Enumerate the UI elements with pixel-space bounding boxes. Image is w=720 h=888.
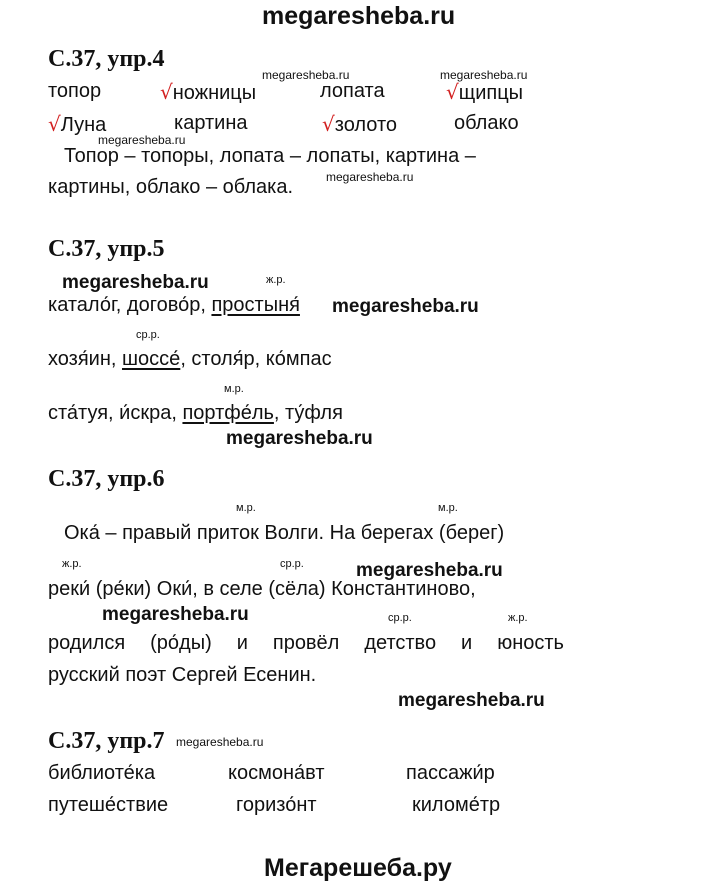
exercise-4-answer-line-1: Топор – топоры, лопата – лопаты, картина – bbox=[64, 145, 476, 167]
word-oblako: облако bbox=[454, 112, 519, 134]
watermark: megaresheba.ru bbox=[262, 68, 350, 82]
watermark: megaresheba.ru bbox=[326, 170, 414, 184]
exercise-5-line-3: ста́туя, и́скра, портфе́ль, ту́фля bbox=[48, 402, 343, 424]
gender-note: м.р. bbox=[224, 383, 244, 395]
word-kosmonavt: космона́вт bbox=[228, 762, 325, 784]
exercise-6-line-3: родился (ро́ды) и провёл детство и юность bbox=[48, 632, 564, 654]
word-nozhnitsy: √ножницы bbox=[160, 80, 257, 104]
watermark: megaresheba.ru bbox=[332, 296, 479, 317]
exercise-7-title: С.37, упр.7 bbox=[48, 728, 165, 754]
checkmark-icon: √ bbox=[446, 80, 459, 104]
gender-note: ж.р. bbox=[266, 274, 286, 286]
word-kilometr: киломе́тр bbox=[412, 794, 501, 816]
exercise-6-line-2: реки́ (ре́ки) Оки́, в селе (сёла) Константиново, bbox=[48, 578, 476, 600]
word-kartina: картина bbox=[174, 112, 248, 134]
word-shchiptsy: √щипцы bbox=[446, 80, 524, 104]
watermark: megaresheba.ru bbox=[398, 690, 545, 711]
word-topor: топор bbox=[48, 80, 102, 102]
gender-note: м.р. bbox=[438, 502, 458, 514]
word-zoloto: √золото bbox=[322, 112, 398, 136]
site-footer: Мегарешеба.ру bbox=[264, 854, 452, 882]
word-puteshestvie: путеше́ствие bbox=[48, 794, 169, 816]
gender-note: м.р. bbox=[236, 502, 256, 514]
word-biblioteka: библиоте́ка bbox=[48, 762, 156, 784]
gender-note: ср.р. bbox=[136, 329, 160, 341]
watermark: megaresheba.ru bbox=[226, 428, 373, 449]
exercise-5-title: С.37, упр.5 bbox=[48, 236, 165, 262]
watermark: megaresheba.ru bbox=[62, 272, 209, 293]
watermark: megaresheba.ru bbox=[98, 133, 186, 147]
exercise-6-line-1: Ока́ – правый приток Волги. На берегах (берег) bbox=[64, 522, 505, 544]
gender-note: ср.р. bbox=[388, 612, 412, 624]
exercise-6-line-4: русский поэт Сергей Есенин. bbox=[48, 664, 317, 686]
checkmark-icon: √ bbox=[322, 112, 335, 136]
underlined-word: портфе́ль bbox=[182, 402, 274, 424]
exercise-4-answer-line-2: картины, облако – облака. bbox=[48, 176, 294, 198]
watermark: megaresheba.ru bbox=[102, 604, 249, 625]
word-passazhir: пассажи́р bbox=[406, 762, 495, 784]
gender-note: ж.р. bbox=[62, 558, 82, 570]
word-luna: √Луна bbox=[48, 112, 107, 136]
underlined-word: шоссе́ bbox=[122, 348, 181, 370]
site-header: megaresheba.ru bbox=[262, 2, 456, 30]
exercise-5-line-2: хозя́ин, шоссе́, столя́р, ко́мпас bbox=[48, 348, 332, 370]
exercise-5-line-1: катало́г, догово́р, простыня́ bbox=[48, 294, 300, 316]
exercise-4-title: С.37, упр.4 bbox=[48, 46, 165, 72]
underlined-word: простыня́ bbox=[211, 294, 300, 316]
watermark: megaresheba.ru bbox=[176, 735, 264, 749]
checkmark-icon: √ bbox=[160, 80, 173, 104]
gender-note: ж.р. bbox=[508, 612, 528, 624]
gender-note: ср.р. bbox=[280, 558, 304, 570]
word-lopata: лопата bbox=[320, 80, 385, 102]
checkmark-icon: √ bbox=[48, 112, 61, 136]
watermark: megaresheba.ru bbox=[356, 560, 503, 581]
word-gorizont: горизо́нт bbox=[236, 794, 317, 816]
exercise-6-title: С.37, упр.6 bbox=[48, 466, 165, 492]
watermark: megaresheba.ru bbox=[440, 68, 528, 82]
